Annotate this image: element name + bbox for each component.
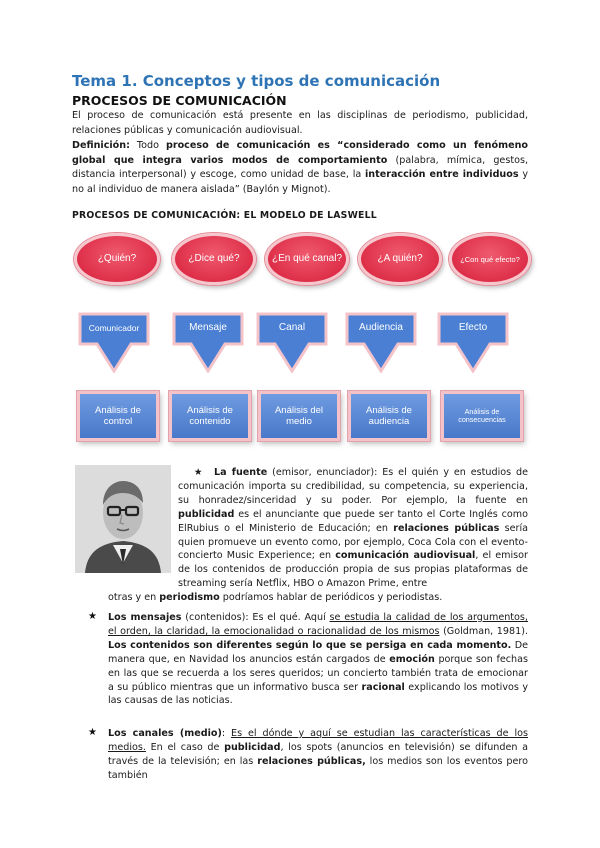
canales-text: En el caso de bbox=[145, 741, 225, 753]
laswell-diagram bbox=[72, 233, 532, 446]
mensajes-bold: Los contenidos son diferentes según lo que se persiga en cada momento. bbox=[108, 639, 512, 651]
element-label: Efecto bbox=[458, 322, 488, 333]
down-arrow-icon bbox=[78, 312, 150, 373]
question-oval-what: ¿Dice qué? bbox=[172, 233, 256, 285]
definition-text: y no al individuo de manera aislada” (Baylón y Mignot). bbox=[72, 169, 529, 195]
element-arrow-audience bbox=[345, 312, 417, 373]
question-oval-whom: ¿A quién? bbox=[358, 233, 442, 285]
mensajes-text: (Goldman, 1981). bbox=[439, 625, 528, 637]
element-arrow-channel bbox=[256, 312, 328, 373]
fuente-bold: relaciones públicas bbox=[393, 522, 500, 534]
definition-paragraph bbox=[72, 139, 528, 197]
analysis-box-medium: Análisis del medio bbox=[258, 391, 340, 441]
star-bullet-icon: ★ bbox=[192, 467, 205, 478]
fuente-text: , el emisor de los contenidos de producción propia de sus propias plataformas de streaming sería Netflix, HBO o Amazon Prime, entre bbox=[178, 550, 528, 590]
analysis-box-consequences: Análisis de consecuencias bbox=[441, 391, 523, 441]
canales-bold: publicidad bbox=[224, 741, 281, 753]
question-oval-who: ¿Quién? bbox=[74, 233, 160, 285]
canales-bold: relaciones públicas, bbox=[257, 755, 366, 767]
canales-underlined: Es el dónde y aquí se estudian las características de los medios. bbox=[108, 728, 528, 753]
fuente-text: sería quien promueve un evento como, por ejemplo, Coca Cola con el evento-concierto Music Experience; en bbox=[178, 522, 528, 562]
mensajes-text: (contenidos): Es el qué. Aquí bbox=[181, 612, 330, 623]
star-bullet-icon: ★ bbox=[88, 611, 97, 622]
question-oval-channel: ¿En qué canal? bbox=[265, 233, 349, 285]
mensajes-text: explicando los motivos y las causas de las noticias. bbox=[108, 681, 528, 707]
portrait-image bbox=[75, 465, 171, 573]
fuente-text: otras y en bbox=[108, 592, 160, 603]
canales-label: Los canales (medio) bbox=[108, 728, 222, 739]
star-bullet-icon: ★ bbox=[88, 727, 97, 738]
definition-bold: proceso de comunicación es “considerado como un fenómeno global que integra varios modos de comportamiento bbox=[72, 140, 528, 166]
fuente-paragraph-continued bbox=[108, 591, 528, 605]
mensajes-text: porque son fechas en las que se recuerda a los seres queridos; un concierto también trata de emocionar a su público mientras que un informativo busca ser bbox=[108, 653, 528, 693]
element-arrow-effect bbox=[437, 312, 509, 373]
definition-bold: interacción entre individuos bbox=[365, 169, 519, 180]
analysis-box-audience: Análisis de audiencia bbox=[348, 391, 430, 441]
fuente-text: podríamos hablar de periódicos y periodistas. bbox=[219, 592, 443, 603]
element-label: Mensaje bbox=[189, 322, 227, 333]
definition-label: Definición: bbox=[72, 140, 130, 151]
element-label: Comunicador bbox=[88, 323, 140, 333]
mensajes-paragraph bbox=[108, 611, 528, 708]
mensajes-underlined: se estudia la calidad de los argumentos, el orden, la claridad, la emocionalidad o racionalidad de los mismos bbox=[108, 612, 528, 637]
mensajes-label: Los mensajes bbox=[108, 612, 182, 623]
canales-text: : bbox=[221, 728, 232, 739]
definition-text: (palabra, mímica, gestos, distancia interpersonal) y escoge, como unidad de base, la bbox=[72, 154, 528, 180]
mensajes-bold: racional bbox=[361, 681, 405, 693]
fuente-label: La fuente bbox=[214, 467, 268, 478]
question-oval-effect: ¿Con qué efecto? bbox=[449, 233, 531, 285]
mensajes-text: De manera que, en Navidad los anuncios están cargados de bbox=[108, 639, 528, 665]
analysis-box-content: Análisis de contenido bbox=[169, 391, 251, 441]
canales-text: , los spots (anuncios en televisión) se difunden a través de la televisión; en las bbox=[108, 741, 528, 767]
fuente-text: (emisor, enunciador): Es el quién y en estudios de comunicación importa su credibilidad, su competencia, su experiencia, su honradez/sinceridad y su poder. Por ejemplo, la fuente en bbox=[178, 467, 528, 506]
element-label: Audiencia bbox=[359, 322, 403, 333]
intro-paragraph: El proceso de comunicación está presente en las disciplinas de periodismo, publicidad, relaciones públicas y comunicación audiovisual. bbox=[72, 110, 528, 136]
element-arrow-communicator bbox=[78, 312, 150, 373]
fuente-text: es el anunciante que puede ser tanto el Corte Inglés como ElRubius o el Ministerio de Educación; en bbox=[178, 508, 528, 534]
laswell-heading: PROCESOS DE COMUNICACIÓN: EL MODELO DE LASWELL bbox=[72, 210, 377, 221]
element-arrow-message bbox=[172, 312, 244, 373]
fuente-bold: periodismo bbox=[159, 592, 220, 603]
canales-paragraph bbox=[108, 727, 528, 783]
page-title: Tema 1. Conceptos y tipos de comunicación bbox=[72, 72, 441, 90]
definition-text: Todo bbox=[129, 140, 166, 151]
element-label: Canal bbox=[278, 322, 306, 333]
mensajes-bold: emoción bbox=[389, 653, 435, 665]
canales-text: los medios son los eventos pero también bbox=[108, 755, 528, 781]
section-subtitle: PROCESOS DE COMUNICACIÓN bbox=[72, 93, 287, 108]
fuente-bold: publicidad bbox=[178, 508, 235, 520]
fuente-paragraph bbox=[178, 466, 528, 591]
fuente-bold: comunicación audiovisual bbox=[335, 550, 476, 562]
analysis-box-control: Análisis de control bbox=[77, 391, 159, 441]
laswell-portrait-photo bbox=[75, 465, 171, 573]
